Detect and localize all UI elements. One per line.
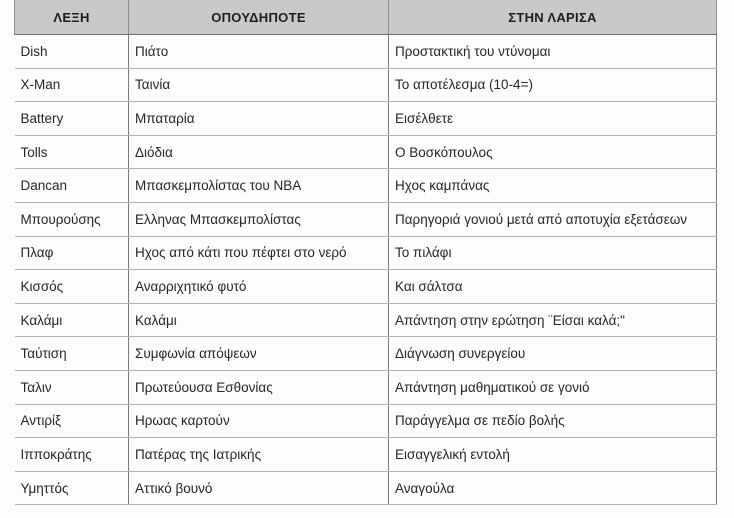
meaning-larissa-cell: Ηχος καμπάνας [389, 169, 717, 203]
word-cell: Dancan [15, 169, 129, 203]
table-row [15, 404, 717, 438]
meaning-anywhere-cell: Διόδια [129, 135, 389, 169]
meaning-larissa-cell: Το αποτέλεσμα (10-4=) [389, 68, 717, 102]
meaning-anywhere-cell: Πατέρας της Ιατρικής [129, 438, 389, 472]
word-cell: X-Man [15, 68, 129, 102]
meaning-larissa-cell: Διάγνωση συνεργείου [389, 337, 717, 371]
meaning-larissa-cell: Αναγούλα [389, 471, 717, 505]
word-cell: Μπουρούσης [15, 202, 129, 236]
table-row [15, 438, 717, 472]
table-header-row [15, 0, 717, 35]
meaning-anywhere-cell: Ηχος από κάτι που πέφτει στο νερό [129, 236, 389, 270]
table-row [15, 68, 717, 102]
meaning-larissa-cell: Ο Βοσκόπουλος [389, 135, 717, 169]
table-row [15, 270, 717, 304]
meaning-anywhere-cell: Καλάμι [129, 303, 389, 337]
word-cell: Battery [15, 102, 129, 136]
word-cell: Πλαφ [15, 236, 129, 270]
meaning-anywhere-cell: Ηρωας καρτούν [129, 404, 389, 438]
meaning-larissa-cell: Εισέλθετε [389, 102, 717, 136]
table-body [15, 35, 717, 505]
meaning-anywhere-cell: Αττικό βουνό [129, 471, 389, 505]
word-meanings-table [14, 0, 717, 505]
meaning-anywhere-cell: Μπασκεμπολίστας του NBA [129, 169, 389, 203]
word-cell: Ιπποκράτης [15, 438, 129, 472]
word-cell: Tolls [15, 135, 129, 169]
word-cell: Υμηττός [15, 471, 129, 505]
table-row [15, 471, 717, 505]
table-row [15, 236, 717, 270]
word-cell: Αντιρίξ [15, 404, 129, 438]
table-row [15, 169, 717, 203]
table-row [15, 35, 717, 69]
meaning-larissa-cell: Παράγγελμα σε πεδίο βολής [389, 404, 717, 438]
word-cell: Καλάμι [15, 303, 129, 337]
table-row [15, 102, 717, 136]
header-in-larissa: ΣΤΗΝ ΛΑΡΙΣΑ [389, 0, 717, 35]
header-anywhere: ΟΠΟΥΔΗΠΟΤΕ [129, 0, 389, 35]
word-cell: Ταύτιση [15, 337, 129, 371]
meaning-anywhere-cell: Μπαταρία [129, 102, 389, 136]
table-row [15, 303, 717, 337]
meaning-anywhere-cell: Ταινία [129, 68, 389, 102]
table-row [15, 135, 717, 169]
meaning-larissa-cell: Εισαγγελική εντολή [389, 438, 717, 472]
header-word: ΛΕΞΗ [15, 0, 129, 35]
table-row [15, 370, 717, 404]
meaning-anywhere-cell: Πρωτεύουσα Εσθονίας [129, 370, 389, 404]
word-cell: Ταλιν [15, 370, 129, 404]
meaning-larissa-cell: Και σάλτσα [389, 270, 717, 304]
word-cell: Κισσός [15, 270, 129, 304]
meaning-larissa-cell: Απάντηση μαθηματικού σε γονιό [389, 370, 717, 404]
meaning-larissa-cell: Παρηγοριά γονιού μετά από αποτυχία εξετάσεων [389, 202, 717, 236]
word-cell: Dish [15, 35, 129, 69]
meaning-anywhere-cell: Πιάτο [129, 35, 389, 69]
meaning-anywhere-cell: Ελληνας Μπασκεμπολίστας [129, 202, 389, 236]
meaning-larissa-cell: Προστακτική του ντύνομαι [389, 35, 717, 69]
meaning-larissa-cell: Απάντηση στην ερώτηση ¨Είσαι καλά;" [389, 303, 717, 337]
meaning-anywhere-cell: Συμφωνία απόψεων [129, 337, 389, 371]
meaning-anywhere-cell: Αναρριχητικό φυτό [129, 270, 389, 304]
meaning-larissa-cell: Το πιλάφι [389, 236, 717, 270]
table-row [15, 202, 717, 236]
table-row [15, 337, 717, 371]
